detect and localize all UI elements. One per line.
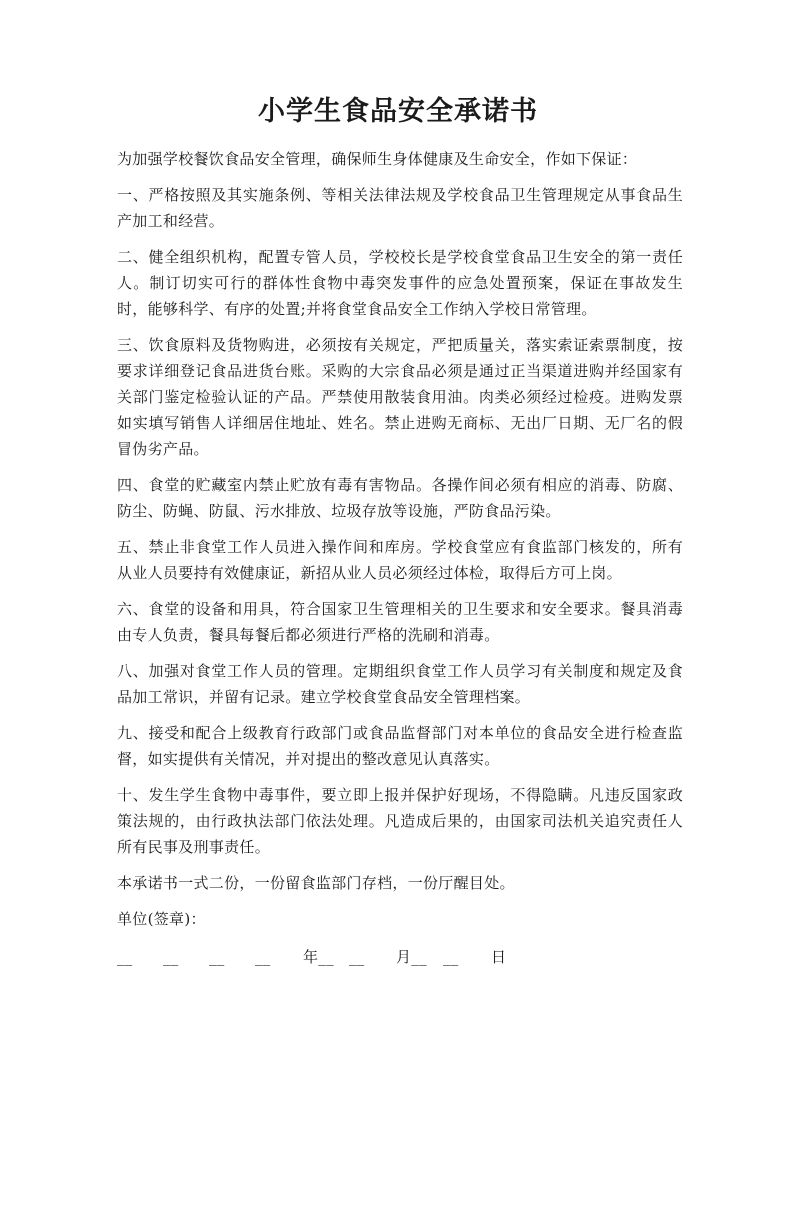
date-blank: __ xyxy=(163,948,179,966)
date-line xyxy=(117,944,683,970)
clause-4: 四、食堂的贮藏室内禁止贮放有毒有害物品。各操作间必须有相应的消毒、防腐、防尘、防蝇、防鼠、污水排放、垃圾存放等设施，严防食品污染。 xyxy=(117,476,683,520)
date-year: 年__ xyxy=(303,948,334,966)
clause-2: 二、健全组织机构，配置专管人员，学校校长是学校食堂食品卫生安全的第一责任人。制订切实可行的群体性食物中毒突发事件的应急处置预案，保证在事故发生时，能够科学、有序的处置;并将食堂食品安全工作纳入学校日常管理。 xyxy=(117,248,683,318)
date-blank: __ xyxy=(255,948,271,966)
signature-label: 单位(签章)： xyxy=(117,910,206,928)
clause-1: 一、严格按照及其实施条例、等相关法律法规及学校食品卫生管理规定从事食品生产加工和经营。 xyxy=(117,186,683,230)
date-blank: __ xyxy=(443,948,459,966)
date-blank: __ xyxy=(117,948,133,966)
clause-8: 八、加强对食堂工作人员的管理。定期组织食堂工作人员学习有关制度和规定及食品加工常识，并留有记录。建立学校食堂食品安全管理档案。 xyxy=(117,662,683,706)
clause-10: 十、发生学生食物中毒事件，要立即上报并保护好现场，不得隐瞒。凡违反国家政策法规的，由行政执法部门依法处理。凡造成后果的，由国家司法机关追究责任人所有民事及刑事责任。 xyxy=(117,786,683,856)
document-title: 小学生食品安全承诺书 xyxy=(258,96,538,127)
date-blank: __ xyxy=(349,948,365,966)
date-blank: __ xyxy=(209,948,225,966)
clause-9: 九、接受和配合上级教育行政部门或食品监督部门对本单位的食品安全进行检查监督，如实提供有关情况，并对提出的整改意见认真落实。 xyxy=(117,724,683,768)
clause-6: 六、食堂的设备和用具，符合国家卫生管理相关的卫生要求和安全要求。餐具消毒由专人负责，餐具每餐后都必须进行严格的洗刷和消毒。 xyxy=(117,600,683,644)
intro-paragraph: 为加强学校餐饮食品安全管理，确保师生身体健康及生命安全，作如下保证： xyxy=(117,150,638,168)
date-day: 日 xyxy=(491,948,507,966)
document-body xyxy=(117,146,683,970)
copies-note: 本承诺书一式二份，一份留食监部门存档，一份厅醒目处。 xyxy=(117,874,515,892)
clause-5: 五、禁止非食堂工作人员进入操作间和库房。学校食堂应有食监部门核发的，所有从业人员要持有效健康证，新招从业人员必须经过体检，取得后方可上岗。 xyxy=(117,538,683,582)
date-month: 月__ xyxy=(396,948,427,966)
clause-3: 三、饮食原料及货物购进，必须按有关规定，严把质量关，落实索证索票制度，按要求详细登记食品进货台账。采购的大宗食品必须是通过正当渠道进购并经国家有关部门鉴定检验认证的产品。严禁使用散装食用油。肉类必须经过检疫。进购发票如实填写销售人详细居住地址、姓名。禁止进购无商标、无出厂日期、无厂名的假冒伪劣产品。 xyxy=(117,336,683,458)
